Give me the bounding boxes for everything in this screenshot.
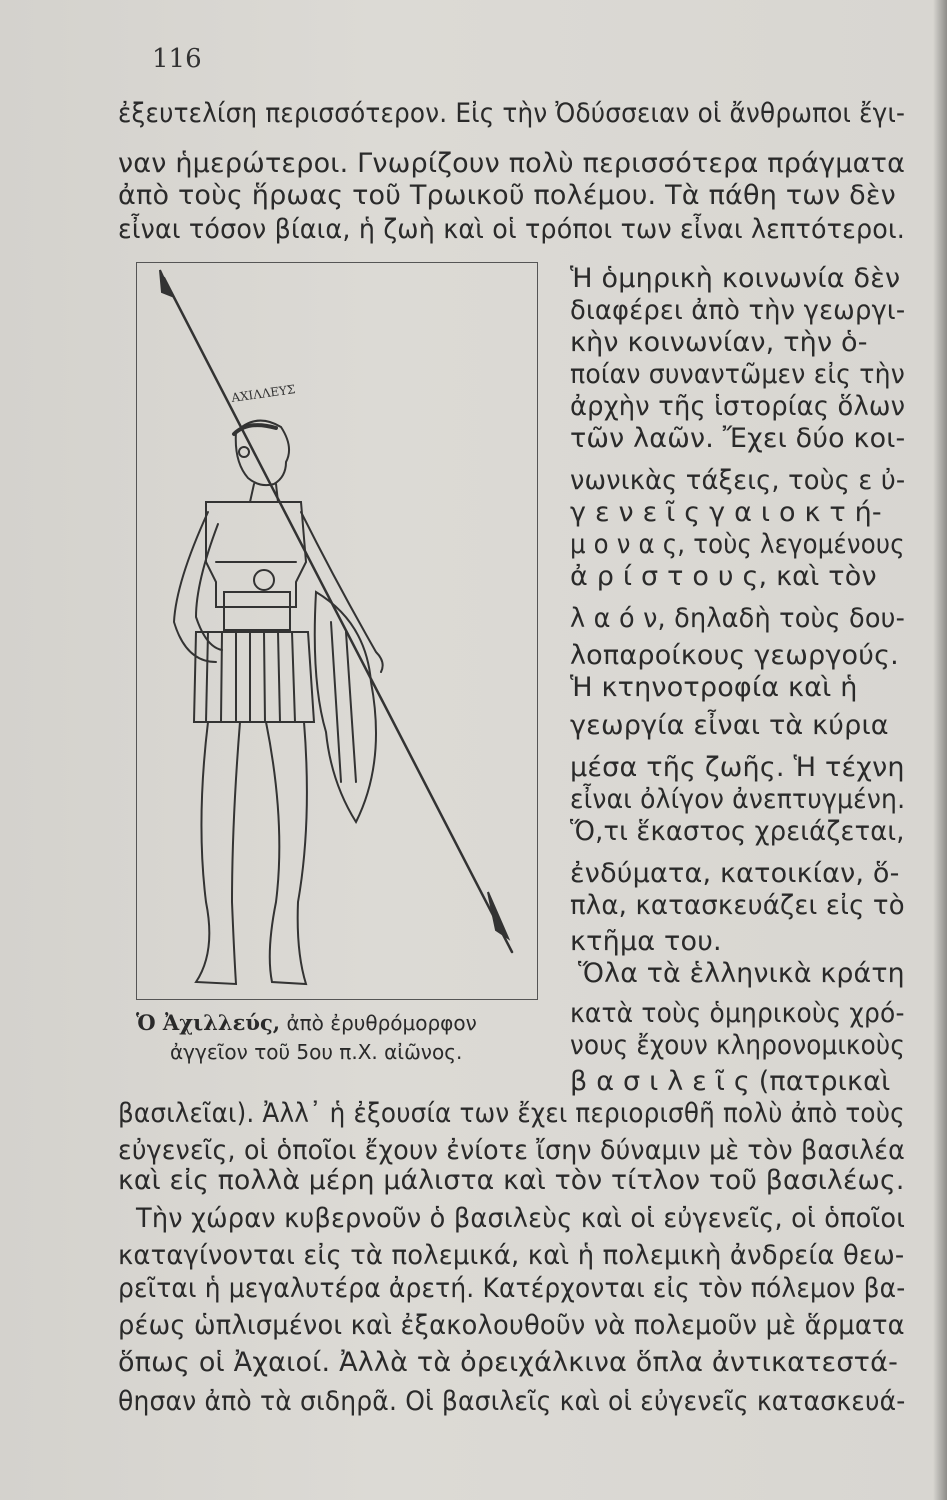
text-line: εἶναι ὀλίγον ἀνεπτυγμένη. [570,784,906,815]
text-line: ποίαν συναντῶμεν εἰς τὴν [570,359,905,390]
text-line: μ ο ν α ς, τοὺς λεγομένους [570,529,905,560]
text-line: πλα, κατασκευάζει εἰς τὸ [570,890,905,921]
page-number: 116 [152,44,202,74]
text-line: λ α ό ν, δηλαδὴ τοὺς δου- [570,603,906,634]
text-line: λοπαροίκους γεωργούς. [570,640,899,671]
text-line: ναν ἡμερώτεροι. Γνωρίζουν πολὺ περισσότερα πράγματα [118,148,906,179]
text-line: ρέως ὡπλισμένοι καὶ ἐξακολουθοῦν νὰ πολεμοῦν μὲ ἅρματα [118,1310,905,1341]
figure-caption-line1 [136,1010,477,1035]
text-line: τῶν λαῶν. Ἔχει δύο κοι- [570,423,906,454]
text-line: θησαν ἀπὸ τὰ σιδηρᾶ. Οἱ βασιλεῖς καὶ οἱ εὐγενεῖς κατασκευά- [118,1386,906,1417]
text-line: γ ε ν ε ῖ ς γ α ι ο κ τ ή- [570,497,882,528]
caption-title: Ὁ Ἀχιλλεύς, [136,1010,281,1035]
figure-achilles [136,262,540,1002]
text-line: Τὴν χώραν κυβερνοῦν ὁ βασιλεὺς καὶ οἱ εὐγενεῖς, οἱ ὁποῖοι [136,1203,906,1234]
text-line: εὐγενεῖς, οἱ ὁποῖοι ἔχουν ἐνίοτε ἴσην δύναμιν μὲ τὸν βασιλέα [118,1135,905,1166]
text-line: ρεῖται ἡ μεγαλυτέρα ἀρετή. Κατέρχονται εἰς τὸν πόλεμον βα- [118,1273,906,1304]
text-line: Ἡ κτηνοτροφία καὶ ἡ [570,672,858,703]
text-line: καταγίνονται εἰς τὰ πολεμικά, καὶ ἡ πολεμικὴ ἀνδρεία θεω- [118,1240,905,1271]
text-line: Ὅ,τι ἕκαστος χρειάζεται, [570,816,905,847]
text-line: ἐνδύματα, κατοικίαν, ὅ- [570,858,900,889]
text-line: νους ἔχουν κληρονομικοὺς [570,1030,906,1061]
text-line: νωνικὰς τάξεις, τοὺς ε ὐ- [570,465,906,496]
text-line: κὴν κοινωνίαν, τὴν ὁ- [570,327,868,358]
text-line: Ὅλα τὰ ἑλληνικὰ κράτη [578,958,905,989]
vase-inscription: ΑΧΙΛΛΕΥΣ [230,382,297,405]
text-line: κατὰ τοὺς ὁμηρικοὺς χρό- [570,998,905,1029]
text-line: εἶναι τόσον βίαια, ἡ ζωὴ καὶ οἱ τρόποι των εἶναι λεπτότεροι. [118,214,905,245]
text-line: γεωργία εἶναι τὰ κύρια [570,710,889,741]
text-line: μέσα τῆς ζωῆς. Ἡ τέχνη [570,752,905,783]
page-spine-shadow [933,0,947,1500]
text-line: ἐξευτελίση περισσότερον. Εἰς τὴν Ὀδύσσειαν οἱ ἄνθρωποι ἔγι- [118,98,906,129]
text-line: ἀρχὴν τῆς ἱστορίας ὅλων [570,391,906,422]
figure-caption-line2: ἀγγεῖον τοῦ 5ου π.Χ. αἰῶνος. [170,1040,463,1064]
text-line: κτῆμα του. [570,926,722,957]
text-line: β α σ ι λ ε ῖ ς (πατρικαὶ [570,1066,891,1097]
text-line: διαφέρει ἀπὸ τὴν γεωργι- [570,295,906,326]
text-line: βασιλεῖαι). Ἀλλ᾿ ἡ ἐξουσία των ἔχει περιορισθῆ πολὺ ἀπὸ τοὺς [118,1098,905,1129]
text-line: ἀπὸ τοὺς ἥρωας τοῦ Τρωικοῦ πολέμου. Τὰ πάθη των δὲν [118,180,896,211]
text-line: Ἡ ὁμηρικὴ κοινωνία δὲν [570,263,901,294]
achilles-illustration [136,262,540,1002]
text-line: ἀ ρ ί σ τ ο υ ς, καὶ τὸν [570,561,877,592]
text-line: καὶ εἰς πολλὰ μέρη μάλιστα καὶ τὸν τίτλον τοῦ βασιλέως. [118,1165,905,1196]
caption-text: ἀπὸ ἐρυθρόμορφον [280,1011,477,1035]
text-line: ὅπως οἱ Ἀχαιοί. Ἀλλὰ τὰ ὀρειχάλκινα ὅπλα ἀντικατεστά- [118,1347,899,1378]
